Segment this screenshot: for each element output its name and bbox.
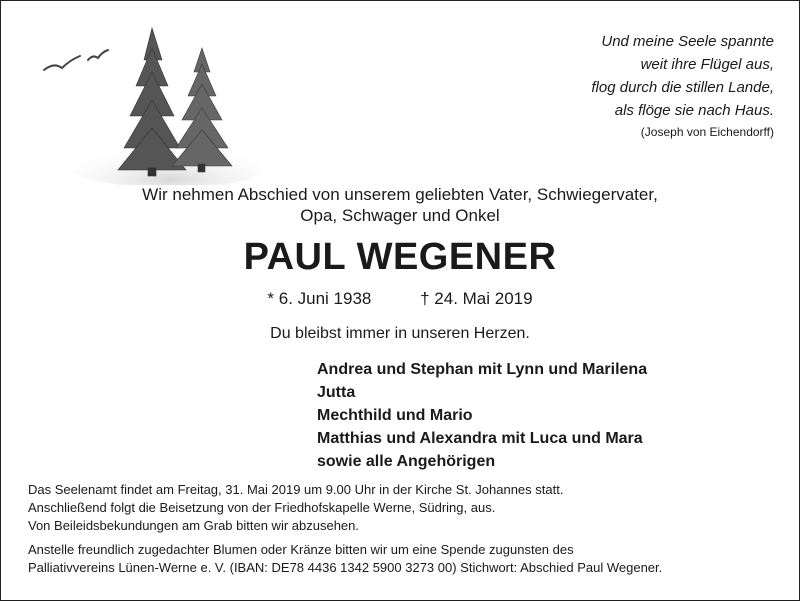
- poem-line: Und meine Seele spannte: [601, 33, 774, 50]
- life-dates: [0, 289, 800, 309]
- family-line: Andrea und Stephan mit Lynn und Marilena: [317, 361, 648, 378]
- poem-author: (Joseph von Eichendorff): [640, 125, 774, 139]
- funeral-line: Von Beileidsbekundungen am Grab bitten wir abzusehen.: [28, 518, 359, 533]
- birth-date: * 6. Juni 1938: [267, 289, 372, 308]
- family-list: [317, 358, 647, 473]
- family-line: Mechthild und Mario: [317, 407, 473, 424]
- death-date: † 24. Mai 2019: [420, 289, 533, 308]
- family-line: Jutta: [317, 384, 356, 401]
- intro-line: Opa, Schwager und Onkel: [300, 206, 500, 225]
- poem-line: flog durch die stillen Lande,: [591, 79, 774, 96]
- poem: [414, 30, 774, 142]
- funeral-notes: [28, 481, 778, 577]
- intro-text: [0, 184, 800, 226]
- donation-line: Palliativvereins Lünen-Werne e. V. (IBAN: DE78 4436 1342 5900 3273 00) Stichwort: Abschied Paul Wegener.: [28, 560, 663, 575]
- funeral-line: Das Seelenamt findet am Freitag, 31. Mai 2019 um 9.00 Uhr in der Kirche St. Johannes statt.: [28, 482, 564, 497]
- motto: Du bleibst immer in unseren Herzen.: [270, 325, 530, 342]
- family-line: Matthias und Alexandra mit Luca und Mara: [317, 430, 643, 447]
- deceased-name: PAUL WEGENER: [243, 236, 557, 278]
- intro-line: Wir nehmen Abschied von unserem geliebten Vater, Schwiegervater,: [142, 185, 658, 204]
- funeral-line: Anschließend folgt die Beisetzung von der Friedhofskapelle Werne, Südring, aus.: [28, 500, 496, 515]
- fir-trees-icon: [30, 20, 260, 185]
- poem-line: weit ihre Flügel aus,: [640, 56, 774, 73]
- poem-line: als flöge sie nach Haus.: [614, 102, 774, 119]
- donation-line: Anstelle freundlich zugedachter Blumen oder Kränze bitten wir um eine Spende zugunsten des: [28, 542, 574, 557]
- birds-icon: [44, 50, 108, 70]
- family-line: sowie alle Angehörigen: [317, 453, 496, 470]
